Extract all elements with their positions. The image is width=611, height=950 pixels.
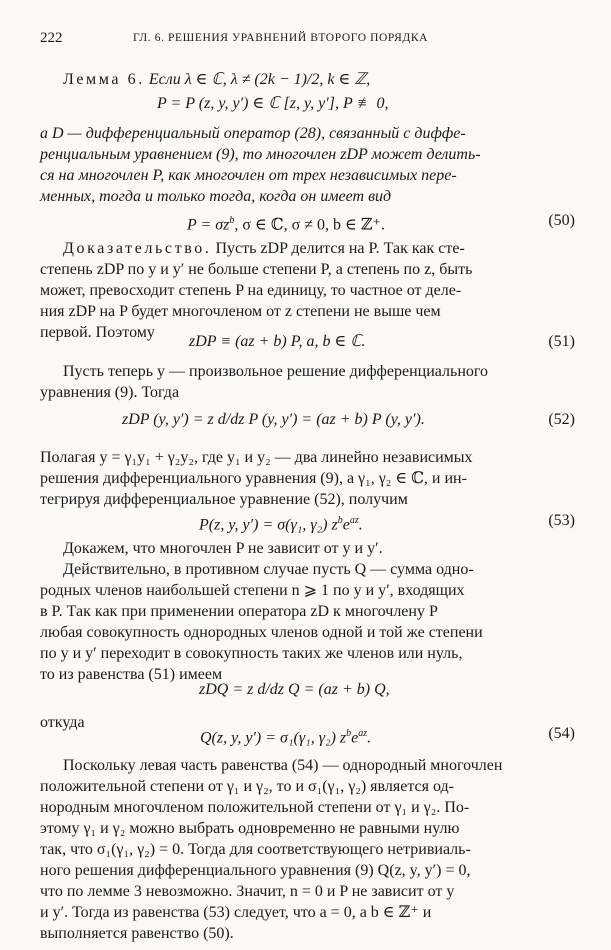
text-line: первой. Поэтому — [40, 324, 155, 341]
text-line: Полагая y = γ₁y₁ + γ₂y₂, где y₁ и y₂ — два линейно независимых — [40, 449, 473, 466]
text-line: уравнения (9). Тогда — [40, 384, 180, 401]
text-line: и y′. Тогда из равенства (53) следует, что a = 0, а b ∈ ℤ⁺ и — [40, 904, 432, 921]
equation-number-53: (53) — [548, 512, 575, 529]
equation-number-50: (50) — [548, 212, 575, 229]
text-line: то из равенства (51) имеем — [40, 666, 223, 683]
text-line: выполняется равенство (50). — [40, 925, 234, 942]
text-line: что по лемме 3 невозможно. Значит, n = 0 и P не зависит от y — [40, 883, 455, 900]
text-line: ренциальным уравнением (9), то многочлен zDP может делить- — [40, 146, 481, 163]
equation-50: $P = \sigma z^b$, σ ∈ ℂ, σ ≠ 0, b ∈ ℤ⁺. — [187, 215, 385, 234]
text-line: менных, тогда и только тогда, когда он имеет вид — [40, 188, 392, 205]
text-line: тегрируя дифференциальное уравнение (52), получим — [40, 491, 408, 508]
page-number: 222 — [40, 30, 63, 46]
equation-zDQ: zDQ = z d/dz Q = (az + b) Q, — [199, 681, 390, 698]
text-line: откуда — [40, 714, 85, 731]
text-line: Поскольку левая часть равенства (54) — однородный многочлен — [63, 757, 503, 774]
text-line: так, что σ₁(γ₁, γ₂) = 0. Тогда для соответствующего нетривиаль- — [40, 841, 471, 858]
equation-54: Q(z, y, y′) = σ₁(γ₁, γ₂) $z^be^{az}$. — [200, 728, 372, 747]
text-line: а D — дифференциальный оператор (28), связанный с диффе- — [40, 125, 466, 142]
text-line: в P. Так как при применении оператора zD к многочлену P — [40, 603, 438, 620]
text-line: любая совокупность однородных членов одной и той же степени — [40, 624, 483, 641]
text-line: Действительно, в противном случае пусть Q — сумма одно- — [63, 561, 474, 578]
text-line: этому γ₁ и γ₂ можно выбрать одновременно не равными нулю — [40, 820, 460, 837]
equation-number-52: (52) — [548, 411, 575, 428]
equation-number-51: (51) — [548, 333, 575, 350]
proof-first-line: Доказательство. Пусть zDP делится на P. Так как сте- — [63, 240, 465, 257]
equation-lemma-condition: P = P (z, y, y′) ∈ ℂ [z, y, y′], P ≢ 0, — [157, 95, 389, 112]
text-line: по y и y′ переходит в совокупность таких же членов или нуль, — [40, 645, 463, 662]
text-line: Пусть теперь y — произвольное решение дифференциального — [63, 363, 489, 380]
lemma-statement-line — [63, 70, 575, 90]
text-line: ного решения дифференциального уравнения (9) Q(z, y, y′) = 0, — [40, 862, 471, 879]
text-line: решения дифференциального уравнения (9), а γ₁, γ₂ ∈ ℂ, и ин- — [40, 470, 467, 487]
text-line: Если λ ∈ ℂ, λ ≠ (2k − 1)/2, k ∈ ℤ, — [148, 71, 371, 88]
proof-label: Доказательство. — [63, 240, 212, 257]
equation-51: zDP ≡ (az + b) P, a, b ∈ ℂ. — [189, 333, 366, 350]
text-line: родных членов наибольшей степени n ⩾ 1 по y и y′, входящих — [40, 582, 465, 599]
text-line: ния zDP на P будет многочленом от z степени не выше чем — [40, 303, 441, 320]
text-line: нородным многочленом положительной степени от γ₁ и γ₂. По- — [40, 799, 470, 816]
text-line: ся на многочлен P, как многочлен от трех независимых пере- — [40, 167, 457, 184]
running-header — [40, 30, 571, 50]
equation-52: zDP (y, y′) = z d/dz P (y, y′) = (az + b) P (y, y′). — [122, 411, 425, 428]
running-title: ГЛ. 6. РЕШЕНИЯ УРАВНЕНИЙ ВТОРОГО ПОРЯДКА — [133, 32, 429, 44]
text-line: степень zDP по y и y′ не больше степени P, а степень по z, быть — [40, 261, 473, 278]
equation-53: P(z, y, y′) = σ(γ₁, γ₂) $z^be^{az}$. — [199, 515, 363, 534]
text-line: может, превосходит степень P на единицу, то частное от деле- — [40, 282, 462, 299]
text-line: Докажем, что многочлен P не зависит от y и y′. — [63, 540, 383, 557]
equation-number-54: (54) — [548, 725, 575, 742]
text-line: положительной степени от γ₁ и γ₂, то и σ₁(γ₁, γ₂) является од- — [40, 778, 454, 795]
lemma-label: Лемма 6. — [63, 71, 145, 88]
